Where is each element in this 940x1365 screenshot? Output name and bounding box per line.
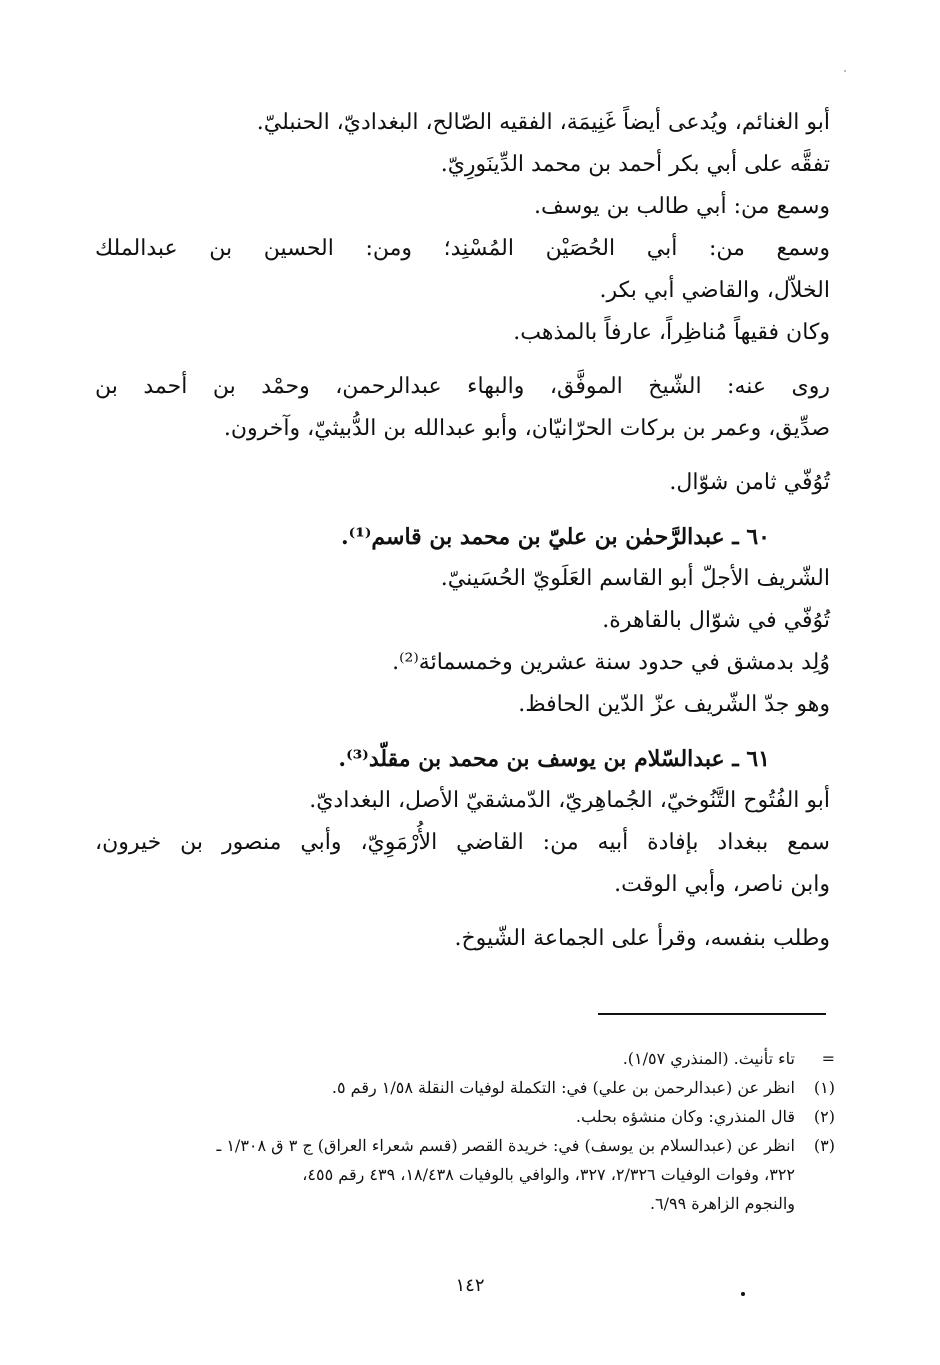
footnote-mark: (٣) — [813, 1136, 835, 1155]
footnote-line: قال المنذري: وكان منشؤه بحلب. — [575, 1107, 795, 1126]
entry-heading-60: ٦٠ ـ عبدالرَّحمٰن بن عليّ بن محمد بن قاسم⁽¹⁾. — [340, 524, 770, 550]
footnote-line: انظر عن (عبدالرحمن بن علي) في: التكملة لوفيات النقلة ١/٥٨ رقم ٥. — [331, 1078, 795, 1097]
footnote-text — [95, 1131, 795, 1218]
entry-heading-61: ٦١ ـ عبدالسّلام بن يوسف بن محمد بن مقلّد⁽³⁾. — [338, 746, 770, 772]
text-line: وُلِد بدمشق في حدود سنة عشرين وخمسمائة⁽²⁾. — [392, 650, 830, 675]
text-line: وسمع من: أبي طالب بن يوسف. — [533, 194, 830, 219]
footnotes — [95, 1044, 835, 1218]
main-text — [95, 102, 830, 960]
footnote — [95, 1044, 835, 1073]
text-line: سمع ببغداد بإفادة أبيه من: القاضي الأُرْمَوِيّ، وأبي منصور بن خيرون، — [95, 830, 830, 855]
footnote-text — [95, 1102, 795, 1131]
text-line: تُوُفّي ثامن شوّال. — [669, 470, 830, 495]
text-line: أبو الغنائم، ويُدعى أيضاً غَنِيمَة، الفقيه الصّالح، البغداديّ، الحنبليّ. — [256, 110, 830, 135]
text-line: الشّريف الأجلّ أبو القاسم العَلَويّ الحُسَينيّ. — [440, 566, 830, 591]
margin-speck — [844, 70, 846, 72]
footnote — [95, 1073, 835, 1102]
text-line: تُوُفّي في شوّال بالقاهرة. — [602, 608, 830, 633]
footnote-mark: = — [821, 1049, 835, 1068]
page-dot — [741, 1292, 745, 1296]
text-line: وكان فقيهاً مُناظِراً، عارفاً بالمذهب. — [513, 320, 830, 345]
page-number: ١٤٢ — [455, 1275, 485, 1296]
text-line: وسمع من: أبي الحُصَيْن المُسْنِد؛ ومن: الحسين بن عبدالملك — [95, 236, 830, 261]
footnote-mark: (٢) — [813, 1107, 835, 1126]
footnote — [95, 1102, 835, 1131]
footnote — [95, 1131, 835, 1218]
text-line: وابن ناصر، وأبي الوقت. — [614, 872, 830, 897]
text-line: صدِّيق، وعمر بن بركات الحرّانيّان، وأبو عبدالله بن الدُّبيثيّ، وآخرون. — [223, 416, 830, 441]
text-line: وطلب بنفسه، وقرأ على الجماعة الشّيوخ. — [454, 926, 830, 951]
footnote-text — [95, 1073, 795, 1102]
footnote-line: والنجوم الزاهرة ٦/٩٩. — [649, 1194, 795, 1213]
text-line: الخلاّل، والقاضي أبي بكر. — [599, 278, 830, 303]
text-line: أبو الفُتُوح التَّنُوخيّ، الجُماهِريّ، الدّمشقيّ الأصل، البغداديّ. — [309, 788, 830, 813]
footnote-line: تاء تأنيث. (المنذري ١/٥٧). — [622, 1049, 795, 1068]
footnote-text — [95, 1044, 795, 1073]
text-line: وهو جدّ الشّريف عزّ الدّين الحافظ. — [518, 692, 830, 717]
footnote-line: ٣٢٢، وفوات الوفيات ٢/٣٢٦، ٣٢٧، والوافي بالوفيات ١٨/٤٣٨، ٤٣٩ رقم ٤٥٥، — [302, 1165, 795, 1184]
text-line: روى عنه: الشّيخ الموفَّق، والبهاء عبدالرحمن، وحمْد بن أحمد بن — [95, 374, 830, 399]
text-line: تفقَّه على أبي بكر أحمد بن محمد الدِّينَورِيّ. — [440, 152, 830, 177]
footnote-line: انظر عن (عبدالسلام بن يوسف) في: خريدة القصر (قسم شعراء العراق) ج ٣ ق ١/٣٠٨ ـ — [216, 1136, 795, 1155]
footnote-mark: (١) — [813, 1078, 835, 1097]
footnote-separator — [598, 1013, 826, 1015]
